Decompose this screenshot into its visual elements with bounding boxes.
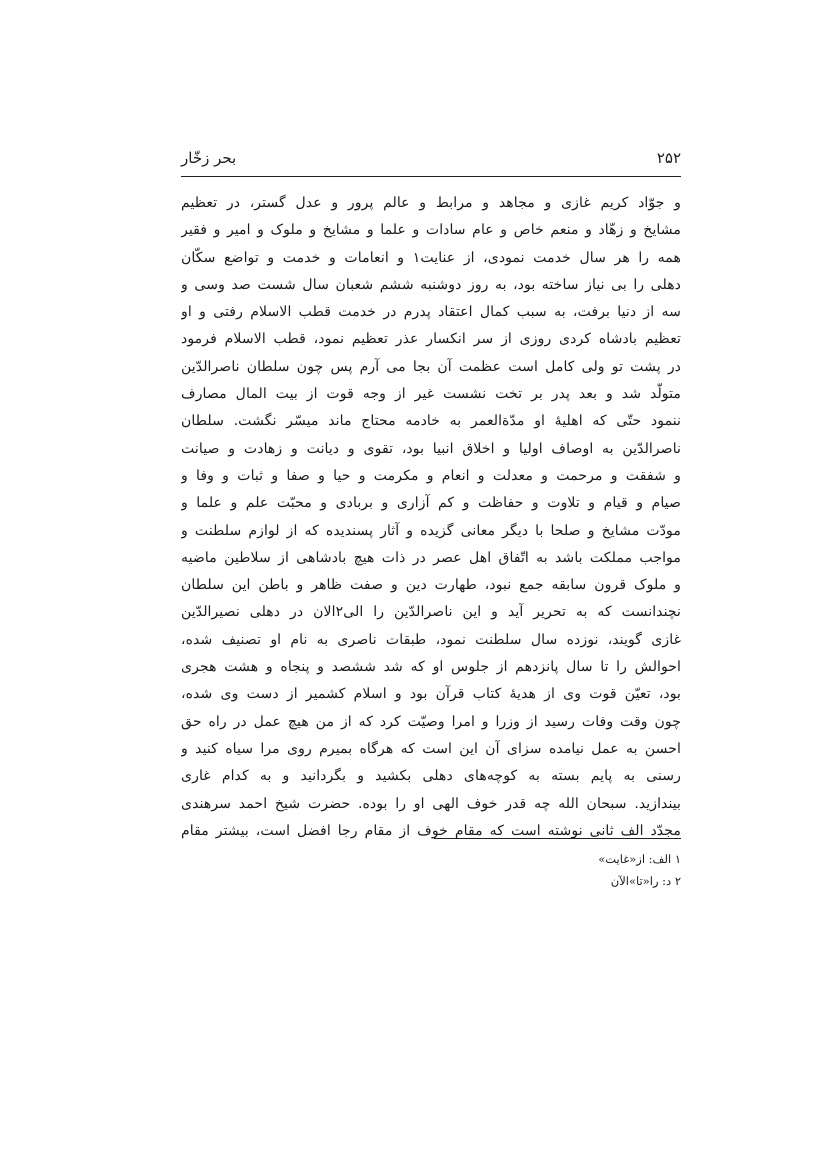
text-line: مجدّد الف ثانی نوشته است که مقام خوف از مقام رجا افضل است، بیشتر مقام xyxy=(181,822,681,839)
page-header xyxy=(181,149,681,173)
text-line: در پشت تو ولی کامل است عظمت آن بجا می آرم پس چون سلطان ناصرالدّین xyxy=(181,358,681,375)
footnotes xyxy=(181,848,681,892)
running-title: بحر زخّار xyxy=(181,149,237,167)
text-line: مودّت مشایخ و صلحا با دیگر معانی گزیده و آثار پسندیده که از لوازم سلطنت و xyxy=(181,522,681,539)
text-line: و جوّاد کریم غازی و مجاهد و مرابط و عالم پرور و عدل گستر، در تعظیم xyxy=(181,195,681,211)
text-line: احوالش را تا سال پانزدهم از جلوس او که شد ششصد و پنجاه و هشت هجری xyxy=(181,659,681,676)
footnote: ۲ د: را«تا»الآن xyxy=(610,874,681,888)
text-line: و ملوک قرون سابقه جمع نبود، طهارت دین و صفت ظاهر و باطن این سلطان xyxy=(181,577,681,594)
footnote: ۱ الف: از«غایت» xyxy=(598,852,681,866)
text-line: سه از دنیا برفت، به سبب کمال اعتقاد پدرم در خدمت قطب الاسلام رفتی و او xyxy=(181,304,681,321)
text-line: بود، تعیّن قوت وی از هدیهٔ کتاب قرآن بود و اسلام کشمیر از دست وی شده، xyxy=(181,686,681,703)
text-line: مواجب مملکت باشد به اتّفاق اهل عصر در ذات هیچ بادشاهی از سلاطین ماضیه xyxy=(181,549,681,566)
text-line: و شفقت و مرحمت و معدلت و انعام و مکرمت و حیا و صفا و ثبات و وفا و xyxy=(181,467,681,484)
text-line: صیام و قیام و تلاوت و حفاظت و کم آزاری و بربادی و محبّت علم و علما و xyxy=(181,495,681,512)
text-line: ننمود حتّی که اهلیهٔ او مدّةالعمر به خادمه محتاج ماند میسّر نگشت. سلطان xyxy=(181,413,681,430)
text-line: تعظیم بادشاه کردی روزی از سر انکسار عذر تعظیم نمود، قطب الاسلام فرمود xyxy=(181,331,681,348)
footnote-divider xyxy=(434,838,681,839)
text-line: همه را هر سال خدمت نمودی، از عنایت۱ و انعامات و خدمت و تواضع سکّان xyxy=(181,249,681,266)
text-line: ناصرالدّین به اوصاف اولیا و اخلاق انبیا بود، تقوی و دیانت و زهادت و صیانت xyxy=(181,440,681,457)
text-line: رسنی به پایم بسته به کوچه‌های دهلی بکشید و بگردانید و به کدام غاری xyxy=(181,768,681,785)
text-line: غازی گویند، نوزده سال سلطنت نمود، طبقات ناصری به نام او تصنیف شده، xyxy=(181,631,681,648)
text-line: مشایخ و زهّاد و منعم خاص و عام سادات و علما و مشایخ و ملوک و امیر و فقیر xyxy=(181,222,681,239)
header-divider xyxy=(181,176,681,177)
page-number: ۲۵۲ xyxy=(656,149,681,167)
body-text xyxy=(181,190,681,845)
text-line: نچندانست که به تحریر آید و این ناصرالدّین را الی۲الان در دهلی نصیرالدّین xyxy=(181,604,681,621)
text-line: احسن به عمل نیامده سزای آن این است که هرگاه بمیرم روی مرا سیاه کنید و xyxy=(181,740,681,757)
text-line: دهلی را بی نیاز ساخته بود، به روز دوشنبه ششم شعبان سال شست صد وسی و xyxy=(181,276,681,293)
text-line: چون وقت وفات رسید از وزرا و امرا وصیّت کرد که از من هیچ عمل در راه حق xyxy=(181,713,681,730)
text-line: بیندازید. سبحان الله چه قدر خوف الهی او را بوده. حضرت شیخ احمد سرهندی xyxy=(181,795,681,812)
text-line: متولّد شد و بعد پدر بر تخت نشست غیر از وجه قوت از بیت المال مصارف xyxy=(181,386,681,403)
